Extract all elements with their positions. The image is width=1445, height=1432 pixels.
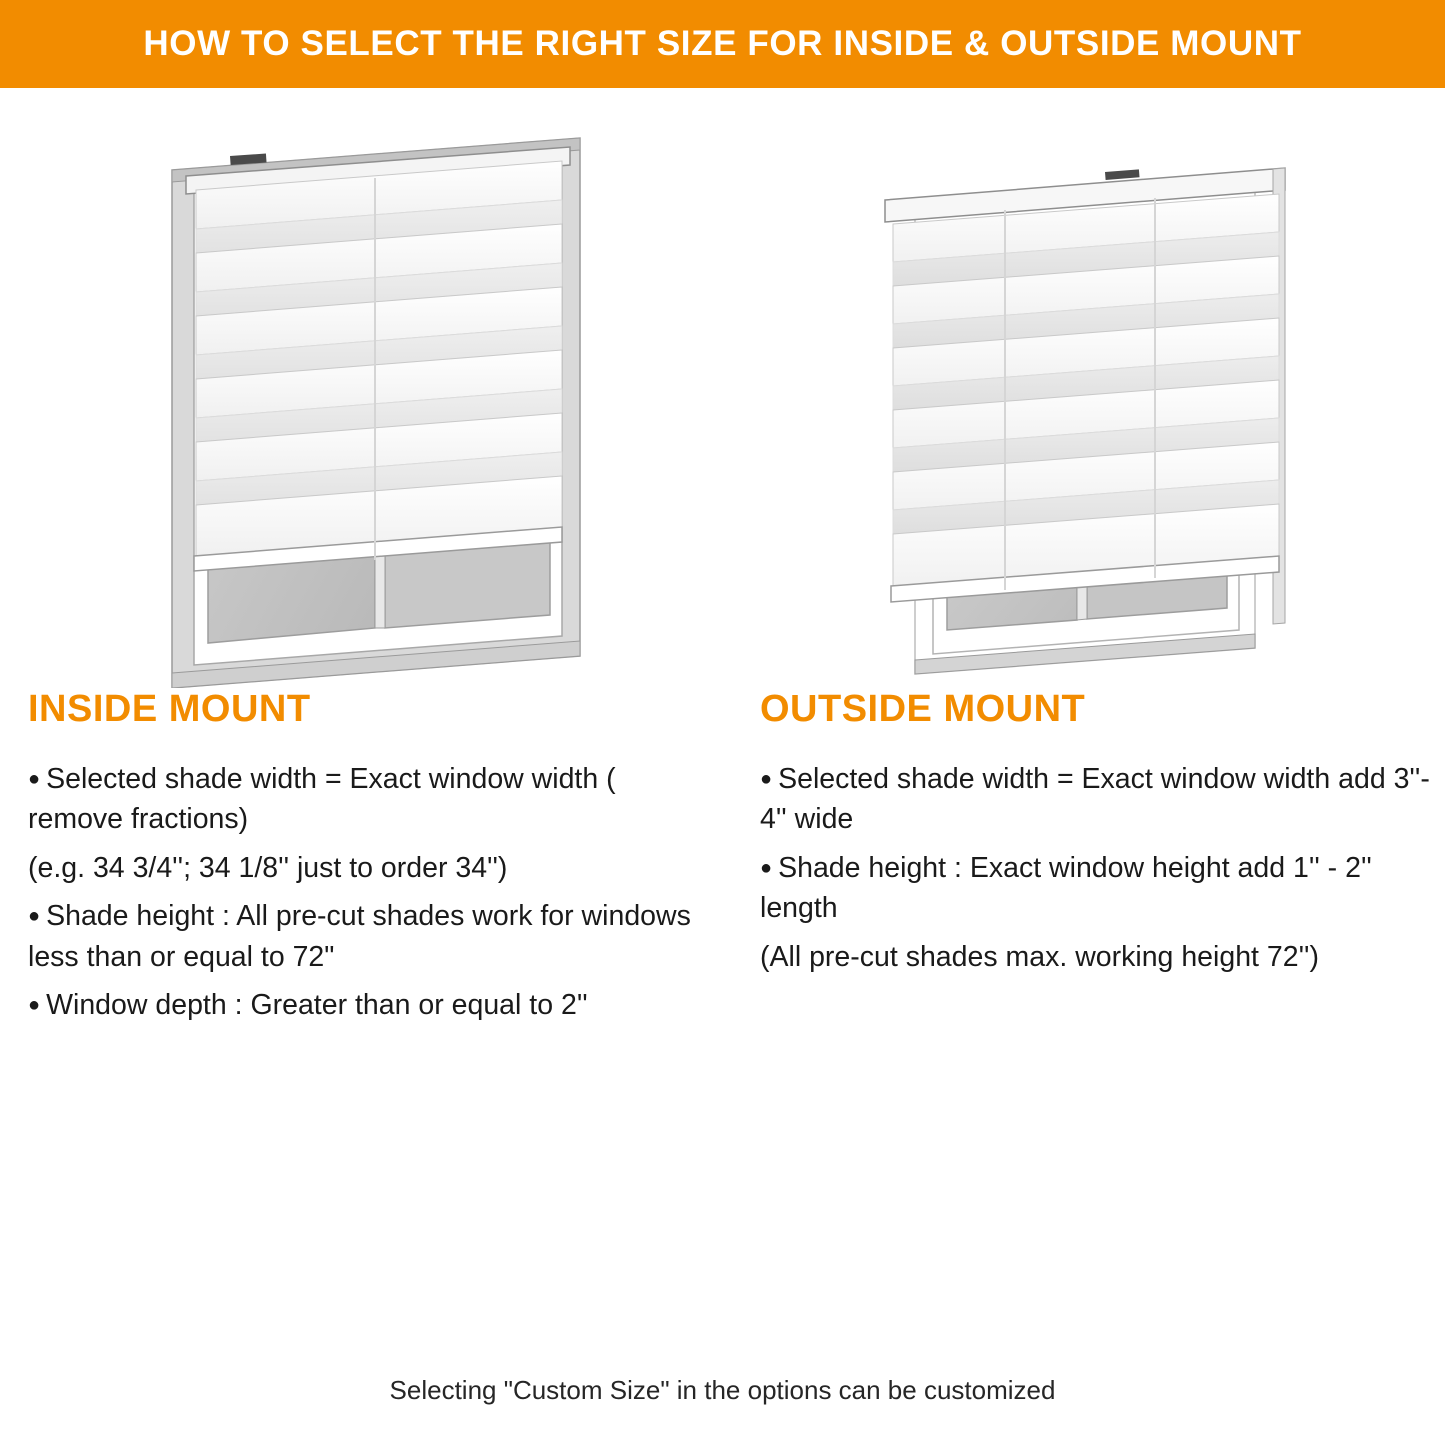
list-item	[760, 848, 1440, 929]
inside-mount-illustration	[150, 128, 630, 688]
inside-mount-title: INSIDE MOUNT	[28, 688, 311, 730]
list-item	[28, 985, 718, 1025]
bullet-dot-icon: ●	[760, 856, 773, 879]
list-item-text: (e.g. 34 3/4''; 34 1/8'' just to order 34'')	[28, 851, 508, 884]
illustration-row	[0, 88, 1445, 688]
list-item-text: Window depth : Greater than or equal to 2''	[46, 989, 588, 1022]
list-item-text: (All pre-cut shades max. working height 72'')	[760, 940, 1319, 973]
inside-mount-list	[28, 759, 718, 1026]
outside-mount-title: OUTSIDE MOUNT	[760, 688, 1086, 730]
bullet-dot-icon: ●	[28, 994, 41, 1017]
list-item	[760, 937, 1440, 977]
outside-mount-list	[760, 759, 1440, 977]
list-item-text: Selected shade width = Exact window width add 3''- 4'' wide	[760, 763, 1430, 836]
bullet-dot-icon: ●	[28, 905, 41, 928]
list-item	[28, 848, 718, 888]
outside-mount-illustration	[855, 128, 1335, 688]
list-item-text: Shade height : Exact window height add 1'' - 2'' length	[760, 851, 1372, 925]
list-item	[760, 759, 1440, 840]
list-item-text: Selected shade width = Exact window width ( remove fractions)	[28, 763, 616, 836]
header-banner	[0, 0, 1445, 88]
bullet-dot-icon: ●	[28, 768, 41, 790]
list-item	[28, 759, 718, 840]
footer-note: Selecting "Custom Size" in the options can be customized	[389, 1375, 1056, 1405]
page-title: HOW TO SELECT THE RIGHT SIZE FOR INSIDE & OUTSIDE MOUNT	[143, 24, 1302, 63]
outside-mount-column	[760, 688, 1440, 985]
list-item	[28, 896, 718, 977]
list-item-text: Shade height : All pre-cut shades work for windows less than or equal to 72"	[28, 900, 691, 973]
inside-mount-column	[28, 688, 718, 1034]
bullet-dot-icon: ●	[760, 768, 773, 790]
